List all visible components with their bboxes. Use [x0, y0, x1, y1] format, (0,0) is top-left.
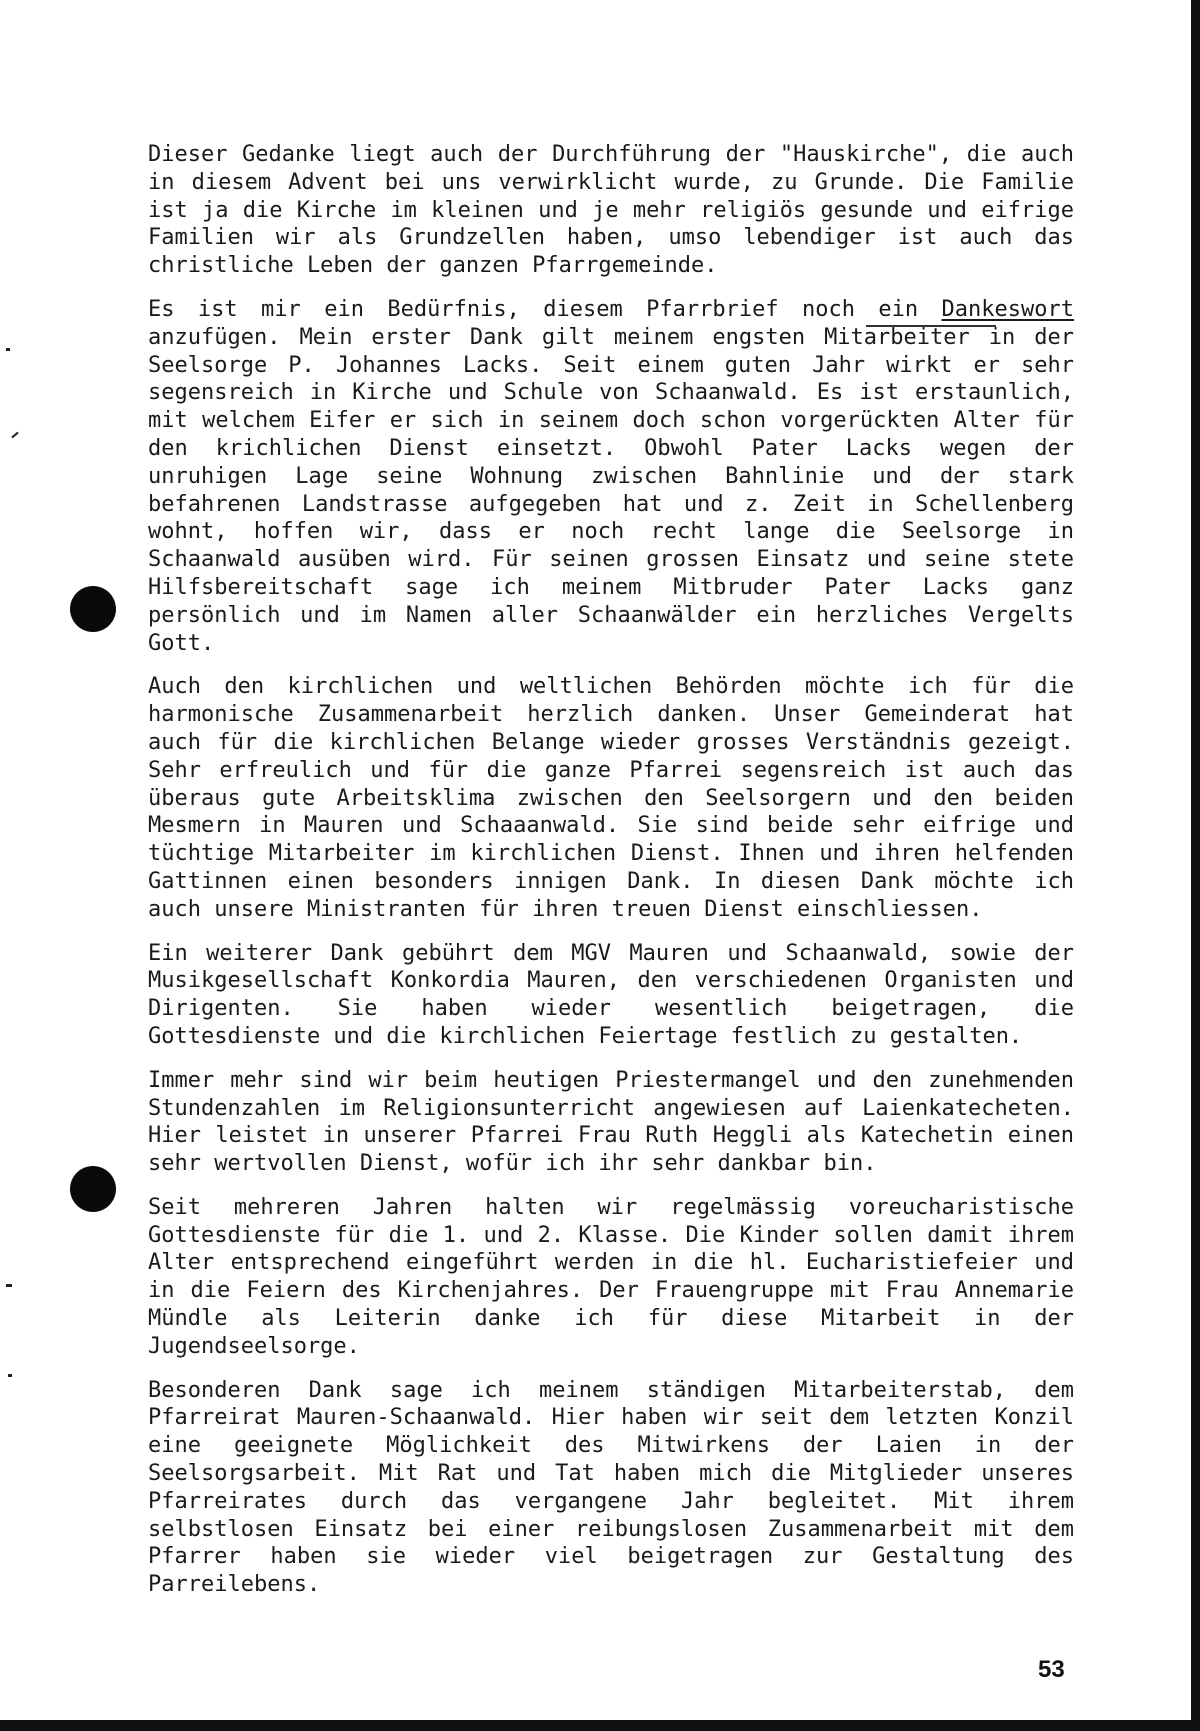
paragraph-mgv: Ein weiterer Dank gebührt dem MGV Mauren und Schaanwald, sowie der Musikgesellschaft Konkordia Mauren, den verschiedenen Organisten und Dirigenten. Sie haben wieder wesentlich beigetragen, die Gottesdienste und die kirchlichen Feiertage festlich zu gestalten. — [148, 940, 1074, 1049]
margin-mark — [11, 432, 18, 439]
text-body — [148, 141, 1074, 1615]
paragraph-dankeswort — [148, 296, 1074, 657]
dankeswort-underlined: Dankeswort — [941, 296, 1074, 322]
paragraph-laienkatecheten: Immer mehr sind wir beim heutigen Priestermangel und den zunehmenden Stundenzahlen im Religionsunterricht angewiesen auf Laienkatecheten. Hier leistet in unserer Pfarrei Frau Ruth Heggli als Katechetin einen sehr wertvollen Dienst, wofür ich ihr sehr dankbar bin. — [148, 1067, 1074, 1177]
paragraph-dankeswort-intro: Es ist mir ein Bedürfnis, diesem Pfarrbrief noch ein — [148, 296, 942, 322]
paragraph-hauskirche: Dieser Gedanke liegt auch der Durchführung der "Hauskirche", die auch in diesem Advent bei uns verwirklicht wurde, zu Grunde. Die Familie ist ja die Kirche im kleinen und je mehr religiös gesunde und eifrige Familien wir als Grundzellen haben, umso lebendiger ist auch das christliche Leben der ganzen Pfarrgemeinde. — [148, 142, 1074, 279]
page-number: 53 — [1038, 1656, 1065, 1683]
margin-mark — [8, 1374, 12, 1377]
margin-mark — [6, 348, 10, 351]
punch-hole-top — [70, 586, 116, 632]
paragraph-dankeswort-body: anzufügen. Mein erster Dank gilt meinem engsten Mitarbeiter in der Seelsorge P. Johannes Lacks. Seit einem guten Jahr wirkt er sehr segensreich in Kirche und Schule von Schaanwald. Es ist erstaunlich, mit welchem Eifer er sich in seinem doch schon vorgerückten Alter für den krichlichen Dienst einsetzt. Obwohl Pater Lacks wegen der unruhigen Lage seine Wohnung zwischen Bahnlinie und der stark befahrenen Landstrasse aufgegeben hat und z. Zeit in Schellenberg wohnt, hoffen wir, dass er noch recht lange die Seelsorge in Schaanwald ausüben wird. Für seinen grossen Einsatz und seine stete Hilfsbereitschaft sage ich meinem Mitbruder Pater Lacks ganz persönlich und im Namen aller Schaanwälder ein herzliches Vergelts Gott. — [148, 324, 1074, 656]
paragraph-gottesdienste: Seit mehreren Jahren halten wir regelmässig voreucharistische Gottesdienste für die 1. und 2. Klasse. Die Kinder sollen damit ihrem Alter entsprechend eingeführt werden in die hl. Eucharistiefeier und in die Feiern des Kirchenjahres. Der Frauengruppe mit Frau Annemarie Mündle als Leiterin danke ich für diese Mitarbeit in der Jugendseelsorge. — [148, 1194, 1074, 1359]
paragraph-behoerden: Auch den kirchlichen und weltlichen Behörden möchte ich für die harmonische Zusammenarbeit herzlich danken. Unser Gemeinderat hat auch für die kirchlichen Belange wieder grosses Verständnis gezeigt. Sehr erfreulich und für die ganze Pfarrei segensreich ist auch das überaus gute Arbeitsklima zwischen den Seelsorgern und den beiden Mesmern in Mauren und Schaaanwald. Sie sind beide sehr eifrige und tüchtige Mitarbeiter im kirchlichen Dienst. Ihnen und ihren helfenden Gattinnen einen besonders innigen Dank. In diesen Dank möchte ich auch unsere Ministranten für ihren treuen Dienst einschliessen. — [148, 674, 1074, 922]
margin-mark — [6, 1284, 12, 1287]
punch-hole-bottom — [70, 1166, 116, 1212]
paragraph-pfarreirat: Besonderen Dank sage ich meinem ständigen Mitarbeiterstab, dem Pfarreirat Mauren-Schaanwald. Hier haben wir seit dem letzten Konzil eine geeignete Möglichkeit des Mitwirkens der Laien in der Seelsorgsarbeit. Mit Rat und Tat haben mich die Mitglieder unseres Pfarreirates durch das vergangene Jahr begleitet. Mit ihrem selbstlosen Einsatz bei einer reibungslosen Zusammenarbeit mit dem Pfarrer haben sie wieder viel beigetragen zur Gestaltung des Parreilebens. — [148, 1377, 1074, 1598]
